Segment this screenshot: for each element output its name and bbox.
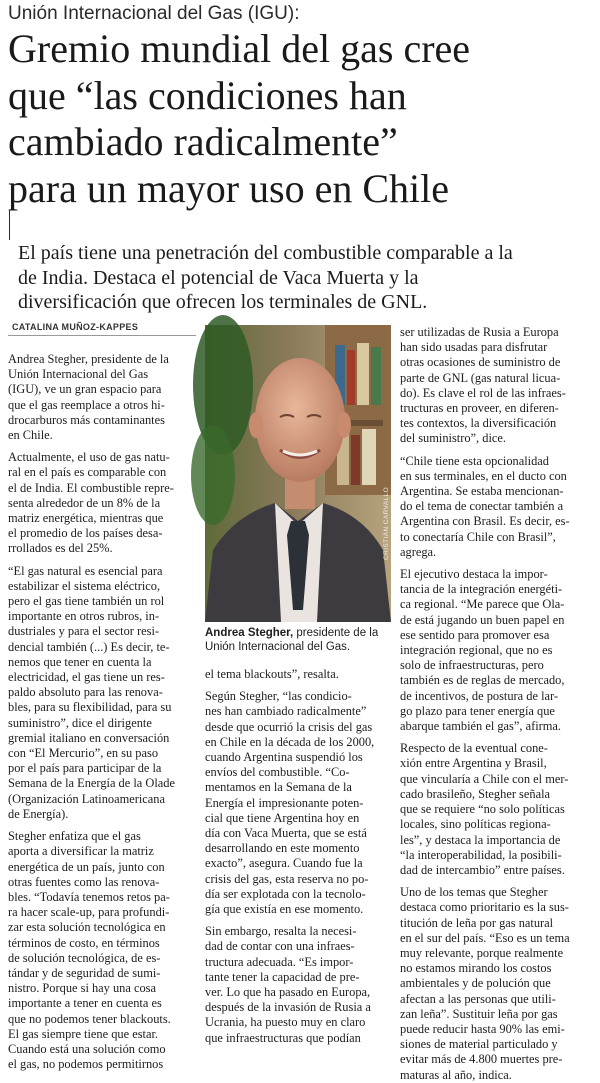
text-line: el tema blackouts”, resalta. — [205, 667, 339, 681]
paragraph — [8, 829, 198, 1072]
paragraph — [400, 325, 592, 447]
text-line: electricidad, el gas tiene un res- — [8, 670, 165, 685]
paragraph-gap — [8, 443, 198, 450]
text-line: el promedio de los países desa- — [8, 526, 163, 541]
text-line: agrega. — [400, 544, 437, 559]
paragraph — [205, 924, 391, 1046]
paragraph — [8, 564, 198, 822]
photo-credit: CRISTIÁN CARVALLO — [383, 486, 390, 560]
text-line: aporta a diversificar la matriz — [8, 844, 154, 859]
caption-line: Unión Internacional del Gas. — [205, 641, 351, 653]
text-line: nemos que tener en cuenta la — [8, 654, 152, 669]
caption-line — [205, 626, 393, 640]
text-line: el gas, no podemos permitirnos — [8, 1057, 164, 1072]
text-line: no estamos mirando los costos — [400, 961, 552, 976]
paragraph-gap — [400, 878, 592, 885]
paragraph — [205, 667, 391, 682]
text-line: en el sur del país. “Eso es un tema — [400, 930, 570, 945]
text-line: mentamos en la Semana de la — [205, 780, 352, 795]
byline-divider — [8, 335, 196, 336]
text-line: tructuras en proveer, en diferen- — [400, 401, 559, 416]
paragraph-gap — [400, 447, 592, 454]
deck-line: El país tiene una penetración del combustible comparable a la — [18, 242, 513, 264]
text-line: gía que existía en ese momento. — [205, 902, 364, 917]
text-line: Cuando está una solución como — [8, 1041, 166, 1056]
text-line: Respecto de la eventual cone- — [400, 741, 548, 756]
text-line: rrollados es del 25%. — [8, 541, 113, 556]
text-line: Sin embargo, resalta la necesi- — [205, 924, 357, 939]
text-line: titución de leña por gas natural — [400, 915, 554, 930]
portrait-illustration — [205, 325, 391, 622]
column-2 — [205, 667, 391, 1046]
text-line: destaca como prioritario es la sus- — [400, 900, 569, 915]
text-line: con “El Mercurio”, en su paso — [8, 746, 159, 761]
text-line: senta alrededor de un 8% de la — [8, 495, 161, 510]
text-line: nistro. Porque si hay una cosa — [8, 981, 156, 996]
text-line: por el país para participar de la — [8, 761, 162, 776]
byline: CATALINA MUÑOZ-KAPPES — [12, 322, 139, 332]
paragraph — [400, 741, 592, 878]
text-line: de Energía). — [8, 806, 69, 821]
paragraph — [8, 352, 198, 443]
text-line: zan leña”. Sustituir leña por gas — [400, 1006, 558, 1021]
text-line: dencial también (...) Es decir, te- — [8, 639, 170, 654]
text-line: Argentina con Brasil. Es decir, es- — [400, 514, 570, 529]
text-line: ese sentido para promover esa — [400, 627, 550, 642]
paragraph-gap — [8, 822, 198, 829]
text-line: que el gas reemplace a otros hi- — [8, 397, 165, 412]
text-line: Unión Internacional del Gas — [8, 367, 149, 382]
text-line: dad de contar con una infraes- — [205, 939, 355, 954]
text-line: el de India. El combustible repre- — [8, 480, 174, 495]
text-line: que no podemos tener blackouts. — [8, 1011, 171, 1026]
text-line: cuando Argentina suspendió los — [205, 750, 363, 765]
text-line: Argentina. Se estaba mencionan- — [400, 484, 564, 499]
deck-line: de India. Destaca el potencial de Vaca Muerta y la — [18, 266, 419, 289]
kicker: Unión Internacional del Gas (IGU): — [8, 3, 300, 24]
paragraph-gap — [400, 560, 592, 567]
text-line: El gas siempre tiene que estar. — [8, 1026, 159, 1041]
text-line: maturas al año, indica. — [400, 1067, 512, 1082]
text-line: do). Es clave el rol de las infraes- — [400, 385, 566, 400]
text-line: después de la invasión de Rusia a — [205, 1000, 371, 1015]
text-line: xión entre Argentina y Brasil, — [400, 756, 547, 771]
text-line: Uno de los temas que Stegher — [400, 885, 548, 900]
text-line: bles. “Todavía tenemos retos pa- — [8, 889, 170, 904]
text-line: tante tener la capacidad de pre- — [205, 969, 360, 984]
text-line: tándar y de seguridad de sumi- — [8, 965, 161, 980]
text-line: día ser explotada con la tecnolo- — [205, 886, 366, 901]
text-line: parte de GNL (gas natural licua- — [400, 370, 561, 385]
text-line: ral en el país es comparable con — [8, 465, 167, 480]
paragraph-gap — [205, 917, 391, 924]
text-line: to conectaría Chile con Brasil”, — [400, 529, 556, 544]
text-line: muy relevante, porque realmente — [400, 945, 564, 960]
text-line: Energía el impresionante poten- — [205, 795, 364, 810]
text-line: afectan a las personas que utili- — [400, 991, 556, 1006]
headline-line: para un mayor uso en Chile — [8, 165, 449, 211]
text-line: otras ocasiones de suministro de — [400, 355, 561, 370]
paragraph — [8, 450, 198, 556]
text-line: (IGU), ve un gran espacio para — [8, 382, 162, 397]
text-line: drocarburos más contaminantes — [8, 412, 165, 427]
text-line: siones de material particulado y — [400, 1037, 558, 1052]
text-line: otras fuentes como las renova- — [8, 874, 160, 889]
text-line: tructura adecuada. “Es impor- — [205, 954, 354, 969]
deck-rule — [9, 210, 10, 240]
text-line: ra hacer scale-up, para profundi- — [8, 905, 170, 920]
text-line: dad de intercambio” entre países. — [400, 862, 565, 877]
text-line: evitar más de 4.800 muertes pre- — [400, 1052, 563, 1067]
text-line: cial que tiene Argentina hoy en — [205, 810, 360, 825]
text-line: han sido usadas para disfrutar — [400, 340, 548, 355]
text-line: crisis del gas, esta reserva no po- — [205, 871, 369, 886]
paragraph-gap — [205, 682, 391, 689]
text-line: en sus terminales, en el ducto con — [400, 468, 567, 483]
deck-line: diversificación que ofrecen los terminales de GNL. — [18, 291, 428, 313]
portrait-photo — [205, 325, 391, 622]
text-line: bles, para su flexibilidad, para su — [8, 700, 172, 715]
text-line: suministro”, dice el dirigente — [8, 715, 152, 730]
text-line: Semana de la Energía de la Olade — [8, 776, 175, 791]
paragraph — [400, 885, 592, 1083]
text-line: ambientales y de polución que — [400, 976, 551, 991]
text-line: que se requiere “no solo políticas — [400, 802, 565, 817]
text-line: día con Vaca Muerta, que se está — [205, 826, 367, 841]
text-line: matriz energética, mientras que — [8, 511, 164, 526]
paragraph — [400, 454, 592, 560]
text-line: en Chile. — [8, 428, 53, 443]
text-line: El ejecutivo destaca la impor- — [400, 567, 548, 582]
text-line: “El gas natural es esencial para — [8, 563, 163, 578]
paragraph — [205, 689, 391, 917]
text-line: tancia de la integración energéti- — [400, 582, 563, 597]
text-line: de solución tecnológica, de es- — [8, 950, 161, 965]
text-line: ca regional. “Me parece que Ola- — [400, 597, 565, 612]
paragraph — [400, 567, 592, 734]
headline-line: que “las condiciones han — [8, 72, 407, 118]
text-line: desde que ocurrió la crisis del gas — [205, 719, 373, 734]
headline-line: cambiado radicalmente” — [8, 119, 398, 164]
text-line: en Chile en la década de los 2000, — [205, 734, 375, 749]
text-line: “Chile tiene esta opcionalidad — [400, 453, 549, 468]
text-line: ver. Lo que ha pasado en Europa, — [205, 985, 371, 1000]
text-line: cado brasileño, Stegher señala — [400, 786, 551, 801]
text-line: abarque también el gas”, afirma. — [400, 719, 561, 734]
text-line: de está jugando un buen papel en — [400, 612, 565, 627]
column-1 — [8, 352, 198, 1072]
text-line: dustriales y para el sector resi- — [8, 624, 160, 639]
text-line: que vincularía a Chile con el mer- — [400, 771, 569, 786]
text-line: pero el gas tiene también un rol — [8, 594, 165, 609]
text-line: “la interoperabilidad, la posibili- — [400, 847, 562, 862]
text-line: nes han cambiado radicalmente” — [205, 704, 367, 719]
text-line: zar esta solución tecnológica en — [8, 920, 166, 935]
text-line: energética de un país, junto con — [8, 859, 165, 874]
text-line: tes contextos, la diversificación — [400, 416, 557, 431]
text-line: Andrea Stegher, presidente de la — [8, 352, 169, 366]
text-line: de incentivos, de postura de lar- — [400, 688, 559, 703]
text-line: términos de costo, en términos — [8, 935, 160, 950]
text-line: gremial italiano en conversación — [8, 730, 170, 745]
text-line: del suministro”, dice. — [400, 431, 506, 446]
text-line: paldo absoluto para las renova- — [8, 685, 163, 700]
column-3 — [400, 325, 592, 1083]
caption-name: Andrea Stegher, — [205, 627, 294, 639]
paragraph-gap — [400, 734, 592, 741]
text-line: estabilizar el sistema eléctrico, — [8, 578, 161, 593]
text-line: envíos del combustible. “Co- — [205, 765, 350, 780]
text-line: desarrollando en este momento — [205, 841, 360, 856]
text-line: puede reducir hasta 90% las emi- — [400, 1021, 565, 1036]
text-line: importante a tener en cuenta es — [8, 996, 162, 1011]
photo-caption — [205, 626, 393, 654]
text-line: les”, y destaca la importancia de — [400, 832, 561, 847]
text-line: Stegher enfatiza que el gas — [8, 829, 141, 844]
text-line: integración regional, que no es — [400, 643, 553, 658]
text-line: ser utilizadas de Rusia a Europa — [400, 325, 559, 339]
text-line: go plazo para tener energía que — [400, 703, 555, 718]
text-line: locales, sino políticas regiona- — [400, 817, 551, 832]
headline-line: Gremio mundial del gas cree — [8, 26, 471, 71]
text-line: Según Stegher, “las condicio- — [205, 689, 352, 704]
text-line: exacto”, asegura. Cuando fue la — [205, 856, 363, 871]
caption-role: presidente de la — [293, 627, 379, 639]
deck — [18, 241, 594, 315]
text-line: importante en otros rubros, in- — [8, 609, 160, 624]
text-line: solo de infraestructuras, pero — [400, 658, 544, 673]
text-line: que infraestructuras que podían — [205, 1030, 361, 1045]
headline — [8, 26, 592, 212]
text-line: Ucrania, ha puesto muy en claro — [205, 1015, 366, 1030]
text-line: (Organización Latinoamericana — [8, 791, 165, 806]
text-line: do el tema de conectar también a — [400, 499, 564, 514]
paragraph-gap — [8, 557, 198, 564]
text-line: también es de reglas de mercado, — [400, 673, 565, 688]
text-line: Actualmente, el uso de gas natu- — [8, 450, 170, 465]
